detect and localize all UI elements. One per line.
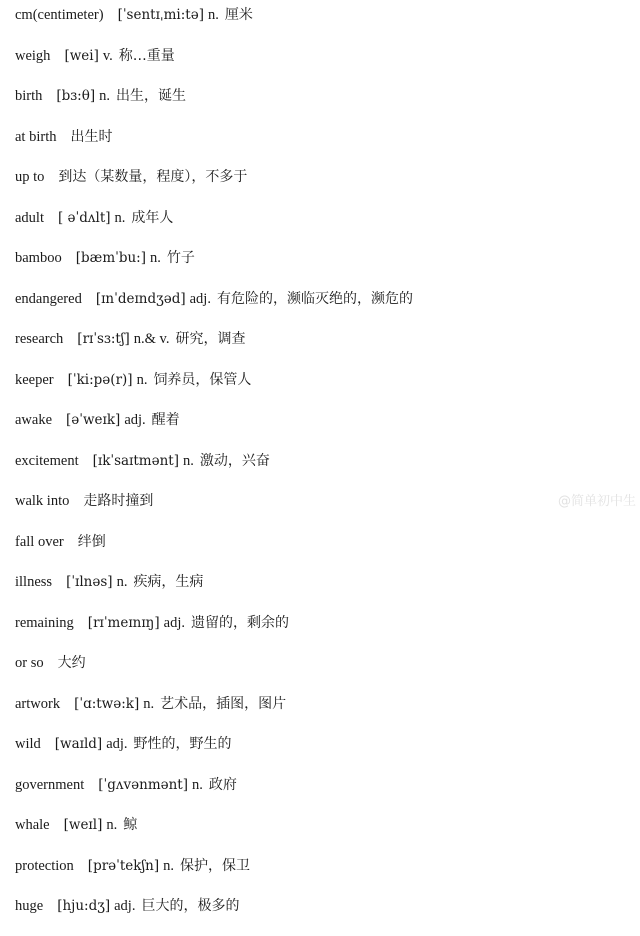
- vocab-word: bamboo: [15, 250, 62, 266]
- vocab-meaning: 政府: [208, 776, 237, 793]
- vocab-phonetic: [rɪˈsɜ:tʃ]: [77, 331, 130, 347]
- vocab-part-of-speech: n.& v.: [133, 331, 170, 347]
- vocab-entry: [15, 85, 413, 126]
- vocab-part-of-speech: n.: [114, 209, 126, 226]
- vocab-entry: [15, 855, 413, 896]
- vocab-entry: [15, 369, 413, 410]
- vocab-meaning: 成年人: [131, 209, 174, 226]
- vocab-word: weigh: [15, 47, 51, 64]
- vocab-meaning: 有危险的，濒临灭绝的，濒危的: [216, 290, 413, 307]
- vocab-word: adult: [15, 209, 44, 226]
- vocab-phonetic: [hju:dʒ]: [57, 898, 111, 914]
- vocab-meaning: 醒着: [151, 412, 180, 428]
- vocab-part-of-speech: adj.: [124, 412, 146, 428]
- vocab-word: keeper: [15, 371, 54, 388]
- vocab-word: huge: [15, 898, 44, 914]
- vocab-part-of-speech: adj.: [114, 898, 136, 914]
- watermark: @简单初中生: [557, 494, 636, 509]
- vocab-entry: [15, 247, 413, 288]
- vocab-entry: [15, 652, 413, 693]
- vocab-word: wild: [15, 736, 41, 752]
- vocab-word: up to: [15, 169, 45, 185]
- vocab-entry: [15, 126, 413, 167]
- vocab-meaning: 竹子: [166, 250, 195, 266]
- vocab-meaning: 厘米: [224, 7, 253, 23]
- vocab-word: endangered: [15, 290, 82, 307]
- vocab-part-of-speech: adj.: [106, 736, 128, 752]
- vocab-word: remaining: [15, 614, 74, 631]
- vocab-word: excitement: [15, 452, 79, 469]
- vocab-phonetic: [rɪˈmeɪnɪŋ]: [87, 614, 160, 631]
- vocab-meaning: 走路时撞到: [83, 493, 154, 509]
- vocab-entry: [15, 490, 413, 531]
- vocab-meaning: 饲养员，保管人: [153, 371, 252, 388]
- vocab-meaning: 称…重量: [118, 47, 175, 64]
- vocab-word: research: [15, 331, 64, 347]
- vocab-part-of-speech: adj.: [189, 290, 211, 307]
- vocab-meaning: 出生时: [70, 128, 113, 145]
- vocab-entry: [15, 4, 413, 45]
- vocab-meaning: 遗留的，剩余的: [190, 614, 289, 631]
- vocab-part-of-speech: n.: [143, 695, 155, 712]
- vocab-phonetic: [weɪl]: [63, 817, 103, 833]
- vocab-entry: [15, 207, 413, 248]
- vocab-phonetic: [ˈki:pə(r)]: [67, 371, 133, 388]
- vocab-phonetic: [ˈgʌvənmənt]: [98, 776, 188, 793]
- vocab-entry: [15, 693, 413, 734]
- vocab-word: walk into: [15, 493, 70, 509]
- vocab-word: birth: [15, 88, 43, 104]
- vocab-part-of-speech: n.: [192, 776, 203, 793]
- vocab-part-of-speech: n.: [207, 7, 219, 23]
- vocab-meaning: 研究，调查: [175, 331, 246, 347]
- vocab-part-of-speech: n.: [106, 817, 118, 833]
- vocab-part-of-speech: n.: [163, 857, 174, 874]
- vocab-part-of-speech: n.: [116, 574, 128, 590]
- vocab-word: awake: [15, 412, 53, 428]
- vocab-meaning: 鲸: [123, 817, 138, 833]
- vocab-meaning: 绊倒: [77, 533, 106, 550]
- vocab-entry: [15, 814, 413, 855]
- vocab-phonetic: [waɪld]: [54, 736, 103, 752]
- vocab-entry: [15, 571, 413, 612]
- vocab-part-of-speech: n.: [99, 88, 110, 104]
- vocab-word: artwork: [15, 695, 61, 712]
- vocab-phonetic: [bæmˈbu:]: [75, 250, 146, 266]
- vocab-entry: [15, 531, 413, 572]
- vocab-phonetic: [ əˈdʌlt]: [58, 209, 111, 226]
- vocab-word: whale: [15, 817, 50, 833]
- vocab-part-of-speech: n.: [182, 452, 194, 469]
- vocab-word: at birth: [15, 128, 57, 145]
- vocab-entry: [15, 733, 413, 774]
- vocab-phonetic: [əˈweɪk]: [66, 412, 121, 428]
- vocab-meaning: 激动，兴奋: [199, 452, 270, 469]
- vocab-meaning: 疾病，生病: [133, 574, 204, 590]
- vocab-entry: [15, 450, 413, 491]
- vocab-part-of-speech: n.: [149, 250, 161, 266]
- vocab-meaning: 巨大的，极多的: [141, 898, 240, 914]
- vocab-phonetic: [bɜ:θ]: [56, 88, 96, 104]
- vocabulary-list: [15, 4, 413, 936]
- vocab-meaning: 大约: [57, 655, 86, 671]
- vocab-word: fall over: [15, 533, 64, 550]
- vocab-entry: [15, 166, 413, 207]
- vocab-phonetic: [ɪnˈdeɪndʒəd]: [95, 290, 186, 307]
- vocab-entry: [15, 328, 413, 369]
- vocab-word: illness: [15, 574, 53, 590]
- vocab-word: cm(centimeter): [15, 7, 104, 23]
- vocab-entry: [15, 612, 413, 653]
- vocab-phonetic: [ɪkˈsaɪtmənt]: [92, 452, 179, 469]
- vocab-part-of-speech: adj.: [163, 614, 185, 631]
- vocab-part-of-speech: n.: [136, 371, 148, 388]
- vocab-phonetic: [ˈɑ:twə:k]: [74, 695, 140, 712]
- vocab-meaning: 出生，诞生: [116, 88, 186, 104]
- vocab-entry: [15, 409, 413, 450]
- vocab-meaning: 艺术品，插图，图片: [160, 695, 287, 712]
- vocab-part-of-speech: v.: [102, 47, 113, 64]
- vocab-phonetic: [wei]: [64, 47, 99, 64]
- vocab-entry: [15, 774, 413, 815]
- vocab-entry: [15, 288, 413, 329]
- vocab-entry: [15, 895, 413, 936]
- vocab-word: government: [15, 776, 85, 793]
- vocab-phonetic: [ˈɪlnəs]: [66, 574, 113, 590]
- vocab-meaning: 野性的，野生的: [133, 736, 232, 752]
- vocab-phonetic: [prəˈtekʃn]: [87, 857, 160, 874]
- vocab-word: or so: [15, 655, 44, 671]
- vocab-entry: [15, 45, 413, 86]
- vocab-meaning: 保护，保卫: [179, 857, 250, 874]
- vocab-phonetic: [ˈsentɪˌmi:tə]: [117, 7, 204, 23]
- vocab-meaning: 到达（某数量，程度），不多于: [58, 169, 248, 185]
- vocab-word: protection: [15, 857, 74, 874]
